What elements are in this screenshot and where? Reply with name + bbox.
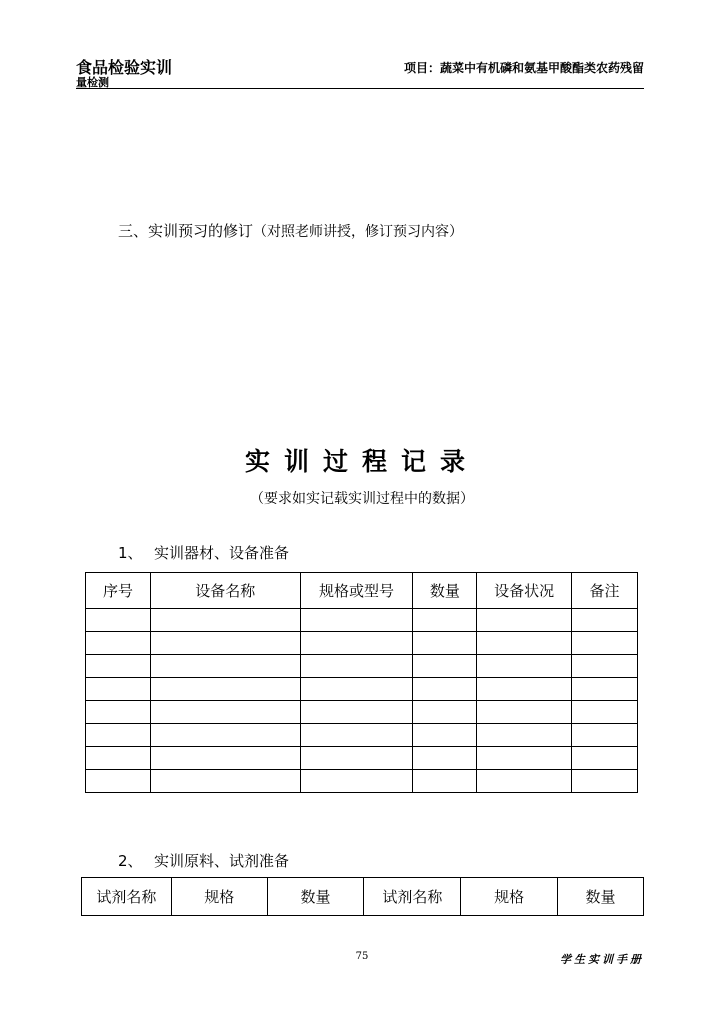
header-divider <box>76 88 644 89</box>
table-header-cell: 备注 <box>572 573 638 609</box>
table-row <box>86 632 638 655</box>
equipment-number: 1、 <box>118 544 143 562</box>
table-row <box>86 747 638 770</box>
table-row <box>86 678 638 701</box>
project-title: 项目：蔬菜中有机磷和氨基甲酸酯类农药残留 <box>403 61 644 75</box>
reagents-table <box>81 877 644 916</box>
reagents-header-row <box>82 878 644 916</box>
record-subtitle: （要求如实记载实训过程中的数据） <box>250 491 474 507</box>
equipment-heading <box>118 542 289 563</box>
reagents-title: 实训原料、试剂准备 <box>154 852 290 870</box>
equipment-title: 实训器材、设备准备 <box>154 544 290 562</box>
table-row <box>86 655 638 678</box>
section-3-heading <box>118 220 463 241</box>
table-header-cell: 数量 <box>267 878 364 916</box>
equipment-table <box>85 572 638 793</box>
equipment-header-row <box>86 573 638 609</box>
section-3-title: 三、实训预习的修订 <box>118 222 254 240</box>
project-title-continued: 量检测 <box>76 76 109 89</box>
table-header-cell: 序号 <box>86 573 151 609</box>
course-title: 食品检验实训 <box>76 58 173 77</box>
page-number: 75 <box>355 951 369 962</box>
section-3-note: （对照老师讲授，修订预习内容） <box>253 224 464 240</box>
table-row <box>86 770 638 793</box>
reagents-number: 2、 <box>118 852 143 870</box>
table-header-cell: 规格或型号 <box>300 573 413 609</box>
reagents-heading <box>118 850 289 871</box>
table-header-cell: 设备状况 <box>477 573 572 609</box>
table-header-cell: 规格 <box>171 878 267 916</box>
table-header-cell: 设备名称 <box>150 573 300 609</box>
table-header-cell: 试剂名称 <box>82 878 172 916</box>
table-header-cell: 试剂名称 <box>364 878 461 916</box>
table-row <box>86 609 638 632</box>
table-header-cell: 数量 <box>413 573 477 609</box>
table-header-cell: 数量 <box>558 878 644 916</box>
table-header-cell: 规格 <box>461 878 558 916</box>
table-row <box>86 724 638 747</box>
table-row <box>86 701 638 724</box>
footer-label: 学生实训手册 <box>560 953 644 966</box>
record-title: 实训过程记录 <box>244 447 479 476</box>
